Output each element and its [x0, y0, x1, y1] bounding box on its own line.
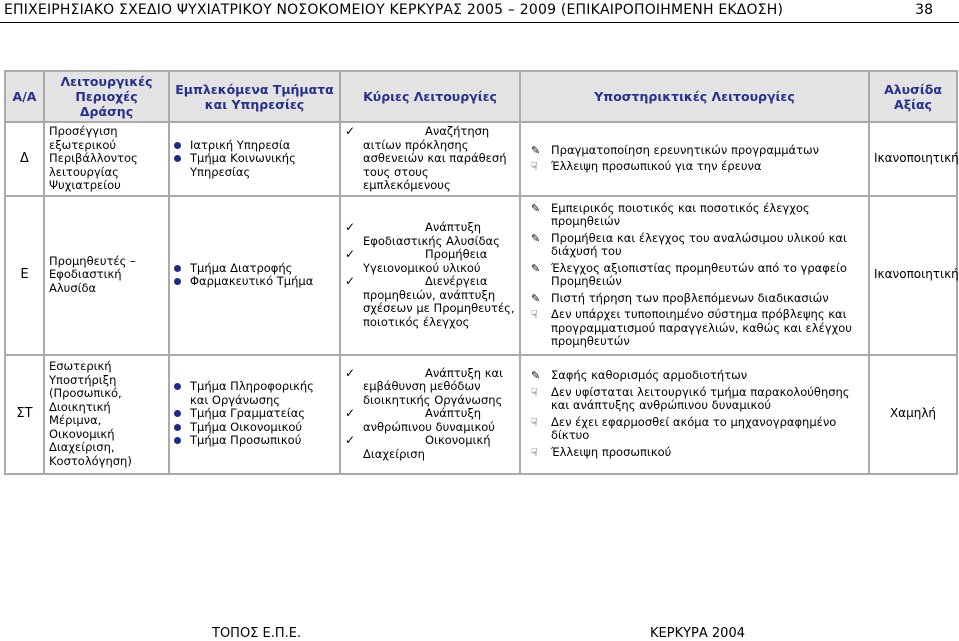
header-divider	[0, 22, 959, 23]
pencil-icon: ✎	[531, 201, 541, 215]
bullet-icon	[174, 437, 181, 444]
core-function-item: ✓ Διενέργεια προμηθειών, ανάπτυξη σχέσεων με Προμηθευτές, ποιοτικός έλεγχος	[345, 274, 515, 329]
core-function-item: ✓ Ανάπτυξη ανθρώπινου δυναμικού	[345, 406, 495, 434]
row-core-functions	[340, 196, 520, 355]
page-number: 38	[915, 2, 933, 18]
core-function-item: ✓ Ανάπτυξη Εφοδιαστικής Αλυσίδας	[345, 220, 500, 248]
core-function-item: ✓ Αναζήτηση αιτίων πρόκλησης ασθενειών και παράθεσή τους στους εμπλεκόμενους	[345, 124, 507, 192]
department-item: Τμήμα Πληροφορικής και Οργάνωσης	[174, 380, 335, 407]
checkmark-icon: ✓	[345, 220, 356, 234]
pencil-icon: ✎	[531, 231, 541, 245]
core-function-item: ✓ Προμήθεια Υγειονομικού υλικού	[345, 247, 488, 275]
row-core-functions	[340, 355, 520, 474]
table-row	[5, 355, 957, 474]
department-item: Τμήμα Προσωπικού	[174, 434, 335, 448]
support-item: ✎ Σαφής καθορισμός αρμοδιοτήτων	[531, 368, 748, 382]
support-item: ✎ Έλεγχος αξιοπιστίας προμηθευτών από το γραφείο Προμηθειών	[531, 260, 847, 288]
pencil-icon: ✎	[531, 369, 541, 382]
pencil-icon: ✎	[531, 143, 541, 157]
pencil-icon: ✎	[531, 261, 541, 275]
checkmark-icon: ✓	[345, 433, 356, 448]
row-support-functions	[520, 196, 869, 355]
bullet-icon	[174, 278, 181, 285]
core-function-item: ✓ Ανάπτυξη και εμβάθυνση μεθόδων διοικητικής Οργάνωσης	[345, 365, 503, 407]
core-function-item: ✓ Οικονομική Διαχείριση	[345, 433, 491, 461]
row-value-rating: Χαμηλή	[869, 355, 957, 474]
thumbs-down-icon: ☟	[531, 308, 538, 321]
row-code: Ε	[5, 196, 44, 355]
bullet-icon	[174, 265, 181, 272]
bullet-icon	[174, 155, 181, 162]
pencil-icon: ✎	[531, 291, 541, 305]
row-area: Προσέγγιση εξωτερικού Περιβάλλοντος λειτουργίας Ψυχιατρείου	[44, 122, 169, 196]
row-departments	[169, 196, 340, 355]
department-item: Φαρμακευτικό Τμήμα	[174, 275, 335, 289]
column-header-depts: Εμπλεκόμενα Τμήματα και Υπηρεσίες	[169, 71, 340, 122]
bullet-icon	[174, 142, 181, 149]
checkmark-icon: ✓	[345, 365, 356, 380]
support-item: ✎ Εμπειρικός ποιοτικός και ποσοτικός έλεγχος προμηθειών	[531, 200, 810, 228]
department-item: Τμήμα Διατροφής	[174, 262, 335, 276]
column-header-support: Υποστηρικτικές Λειτουργίες	[520, 71, 869, 122]
checkmark-icon: ✓	[345, 247, 356, 261]
row-departments	[169, 355, 340, 474]
row-departments	[169, 122, 340, 196]
row-area: Εσωτερική Υποστήριξη (Προσωπικό, Διοικητική Μέριμνα, Οικονομική Διαχείριση, Κοστολόγηση)	[44, 355, 169, 474]
department-item: Ιατρική Υπηρεσία	[174, 139, 335, 153]
support-item: ☟ Έλλειψη προσωπικού για την έρευνα	[531, 159, 762, 174]
department-item: Τμήμα Οικονομικού	[174, 421, 335, 435]
footer-company: ΤΟΠΟΣ Ε.Π.Ε.	[212, 626, 302, 641]
column-header-value: Αλυσίδα Αξίας	[869, 71, 957, 122]
row-support-functions	[520, 355, 869, 474]
row-area: Προμηθευτές – Εφοδιαστική Αλυσίδα	[44, 196, 169, 355]
footer-place-date: ΚΕΡΚΥΡΑ 2004	[650, 626, 745, 641]
support-item: ✎ Προμήθεια και έλεγχος του αναλώσιμου υλικού και διάχυσή του	[531, 230, 847, 258]
support-item: ☟ Δεν υφίσταται λειτουργικό τμήμα παρακολούθησης και ανάπτυξης ανθρώπινου δυναμικού	[531, 384, 850, 412]
row-code: Δ	[5, 122, 44, 196]
checkmark-icon: ✓	[345, 406, 356, 421]
checkmark-icon: ✓	[345, 274, 356, 288]
row-support-functions	[520, 122, 869, 196]
row-code: ΣΤ	[5, 355, 44, 474]
checkmark-icon: ✓	[345, 124, 356, 138]
bullet-icon	[174, 410, 181, 417]
table-header-row	[5, 71, 957, 122]
row-value-rating: Ικανοποιητική	[869, 122, 957, 196]
support-item: ☟ Δεν έχει εφαρμοσθεί ακόμα το μηχανογραφημένο δίκτυο	[531, 414, 837, 442]
document-title: ΕΠΙΧΕΙΡΗΣΙΑΚΟ ΣΧΕΔΙΟ ΨΥΧΙΑΤΡΙΚΟΥ ΝΟΣΟΚΟΜΕΙΟΥ ΚΕΡΚΥΡΑΣ 2005 – 2009 (ΕΠΙΚΑΙΡΟΠΟΙΗΜΕΝΗ ΕΚΔΟΣΗ)	[4, 2, 784, 18]
support-item: ☟ Δεν υπάρχει τυποποιημένο σύστημα πρόβλεψης και προγραμματισμού παραγγελιών, καθώς και ελέγχου προμηθευτών	[531, 307, 852, 348]
bullet-icon	[174, 424, 181, 431]
row-core-functions	[340, 122, 520, 196]
thumbs-down-icon: ☟	[531, 160, 538, 174]
thumbs-down-icon: ☟	[531, 415, 538, 429]
table-row	[5, 122, 957, 196]
support-item: ☟ Έλλειψη προσωπικού	[531, 444, 672, 459]
thumbs-down-icon: ☟	[531, 445, 538, 459]
support-item: ✎ Πραγματοποίηση ερευνητικών προγραμμάτων	[531, 142, 820, 157]
column-header-code: Α/Α	[5, 71, 44, 122]
table-row	[5, 196, 957, 355]
row-value-rating: Ικανοποιητική	[869, 196, 957, 355]
page-header	[0, 0, 959, 42]
column-header-area: Λειτουργικές Περιοχές Δράσης	[44, 71, 169, 122]
bullet-icon	[174, 383, 181, 390]
functions-table	[4, 70, 958, 475]
column-header-core: Κύριες Λειτουργίες	[340, 71, 520, 122]
support-item: ✎ Πιστή τήρηση των προβλεπόμενων διαδικασιών	[531, 290, 829, 305]
thumbs-down-icon: ☟	[531, 385, 538, 399]
department-item: Τμήμα Κοινωνικής Υπηρεσίας	[174, 152, 335, 179]
department-item: Τμήμα Γραμματείας	[174, 407, 335, 421]
